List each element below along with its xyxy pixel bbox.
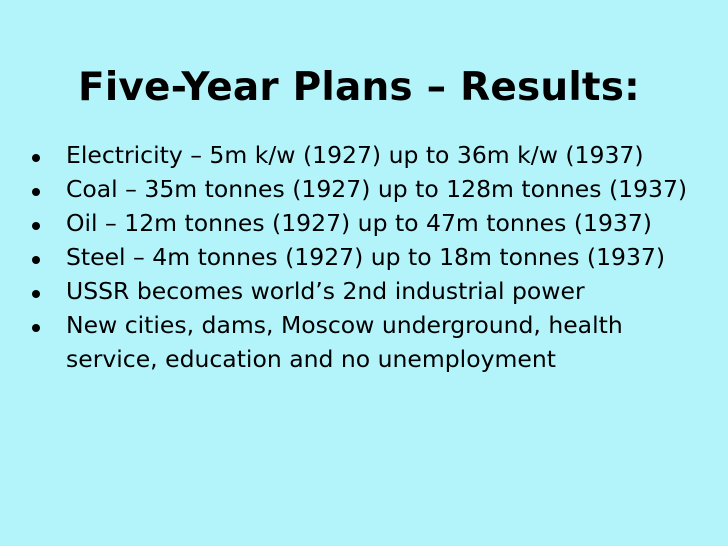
bullet-text: Steel – 4m tonnes (1927) up to 18m tonnes (1937) — [66, 243, 666, 271]
bullet-text: Electricity – 5m k/w (1927) up to 36m k/w (1937) — [66, 141, 644, 169]
bullet-item-industrial-power — [30, 274, 710, 308]
bullet-dot-icon — [32, 324, 40, 332]
bullet-item-coal — [30, 172, 710, 206]
bullet-text: Oil – 12m tonnes (1927) up to 47m tonnes (1937) — [66, 209, 652, 237]
bullet-text: USSR becomes world’s 2nd industrial power — [66, 277, 585, 305]
bullet-dot-icon — [32, 256, 40, 264]
slide-title: Five-Year Plans – Results: — [78, 65, 640, 110]
bullet-list — [30, 138, 710, 376]
bullet-dot-icon — [32, 188, 40, 196]
bullet-dot-icon — [32, 154, 40, 162]
bullet-item-steel — [30, 240, 710, 274]
bullet-item-electricity — [30, 138, 710, 172]
bullet-dot-icon — [32, 222, 40, 230]
bullet-item-new-cities — [30, 308, 710, 376]
bullet-dot-icon — [32, 290, 40, 298]
bullet-text: Coal – 35m tonnes (1927) up to 128m tonnes (1937) — [66, 175, 688, 203]
bullet-item-oil — [30, 206, 710, 240]
bullet-text: New cities, dams, Moscow underground, health service, education and no unemployment — [66, 311, 623, 373]
